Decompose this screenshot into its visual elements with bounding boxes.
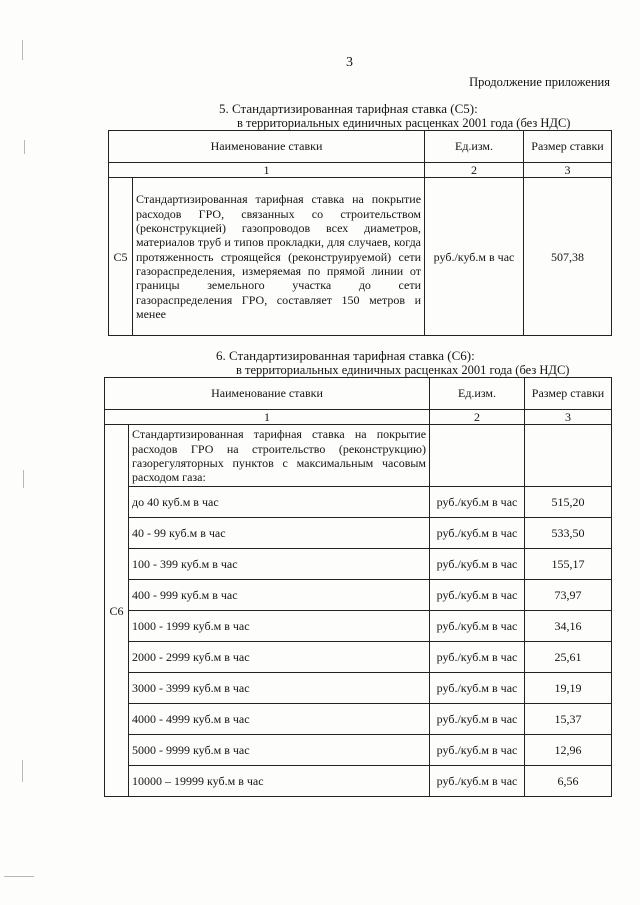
section6-header-row [105,378,612,410]
section6-table [104,377,612,797]
scan-mark [23,470,24,488]
table-row [105,549,612,580]
column-number: 2 [425,163,524,178]
section6-title: 6. Стандартизированная тарифная ставка (С6): [216,348,475,363]
rate-value: 25,61 [525,642,612,673]
table-row [105,487,612,518]
empty-cell [525,425,612,487]
rate-value: 6,56 [525,766,612,797]
rate-intro: Стандартизированная тарифная ставка на покрытие расходов ГРО на строительство (реконструкцию) газорегуляторных пунктов с максимальным часовым расходом газа: [129,425,430,487]
table-row [105,735,612,766]
rate-unit: руб./куб.м в час [430,673,525,704]
rate-value: 12,96 [525,735,612,766]
column-number: 2 [430,410,525,425]
scan-mark [22,760,23,782]
rate-range: 5000 - 9999 куб.м в час [129,735,430,766]
rate-range: 3000 - 3999 куб.м в час [129,673,430,704]
column-header-unit: Ед.изм. [430,378,525,410]
rate-range: до 40 куб.м в час [129,487,430,518]
rate-range: 100 - 399 куб.м в час [129,549,430,580]
rate-range: 400 - 999 куб.м в час [129,580,430,611]
table-row [105,580,612,611]
column-header-name: Наименование ставки [109,131,425,163]
section5-number-row [109,163,612,178]
table-row [105,425,612,487]
rate-range: 10000 – 19999 куб.м в час [129,766,430,797]
scan-mark [22,40,23,60]
table-row [105,673,612,704]
rate-value: 73,97 [525,580,612,611]
rate-description: Стандартизированная тарифная ставка на покрытие расходов ГРО, связанных со строительством (реконструкцией) газопроводов всех диаметров, материалов труб и типов прокладки, для случаев, когда протяженность строящейся (реконструируемой) сети газораспределения, измеряемая по прямой линии от границы земельного участка до сети газораспределения ГРО, составляет 150 метров и менее [133,178,425,336]
column-header-size: Размер ставки [525,378,612,410]
rate-value: 507,38 [524,178,612,336]
rate-value: 15,37 [525,704,612,735]
rate-value: 34,16 [525,611,612,642]
rate-unit: руб./куб.м в час [430,549,525,580]
column-header-size: Размер ставки [524,131,612,163]
rate-unit: руб./куб.м в час [430,487,525,518]
table-row [105,518,612,549]
rate-value: 533,50 [525,518,612,549]
section6-subtitle: в территориальных единичных расценках 2001 года (без НДС) [236,363,570,377]
section5-header-row [109,131,612,163]
column-number: 3 [525,410,612,425]
rate-unit: руб./куб.м в час [430,580,525,611]
rate-unit: руб./куб.м в час [430,642,525,673]
rate-unit: руб./куб.м в час [430,704,525,735]
rate-unit: руб./куб.м в час [430,735,525,766]
empty-cell [430,425,525,487]
scan-mark [4,876,34,877]
column-header-unit: Ед.изм. [425,131,524,163]
rate-range: 1000 - 1999 куб.м в час [129,611,430,642]
rate-unit: руб./куб.м в час [430,611,525,642]
section5-table [108,130,612,336]
column-number: 1 [105,410,430,425]
rate-unit: руб./куб.м в час [430,766,525,797]
table-row [109,178,612,336]
table-row [105,766,612,797]
section6-number-row [105,410,612,425]
column-header-name: Наименование ставки [105,378,430,410]
table-row [105,704,612,735]
column-number: 3 [524,163,612,178]
section5-subtitle: в территориальных единичных расценках 2001 года (без НДС) [237,116,571,130]
rate-value: 19,19 [525,673,612,704]
table-row [105,642,612,673]
section5-title: 5. Стандартизированная тарифная ставка (С5): [219,101,478,116]
column-number: 1 [109,163,425,178]
rate-unit: руб./куб.м в час [425,178,524,336]
rate-code: С6 [105,425,129,797]
rate-unit: руб./куб.м в час [430,518,525,549]
rate-range: 2000 - 2999 куб.м в час [129,642,430,673]
rate-code: С5 [109,178,133,336]
table-row [105,611,612,642]
rate-range: 4000 - 4999 куб.м в час [129,704,430,735]
scan-mark [24,140,25,154]
rate-value: 155,17 [525,549,612,580]
continuation-label: Продолжение приложения [469,75,610,89]
page-number: 3 [346,55,353,70]
rate-value: 515,20 [525,487,612,518]
rate-range: 40 - 99 куб.м в час [129,518,430,549]
